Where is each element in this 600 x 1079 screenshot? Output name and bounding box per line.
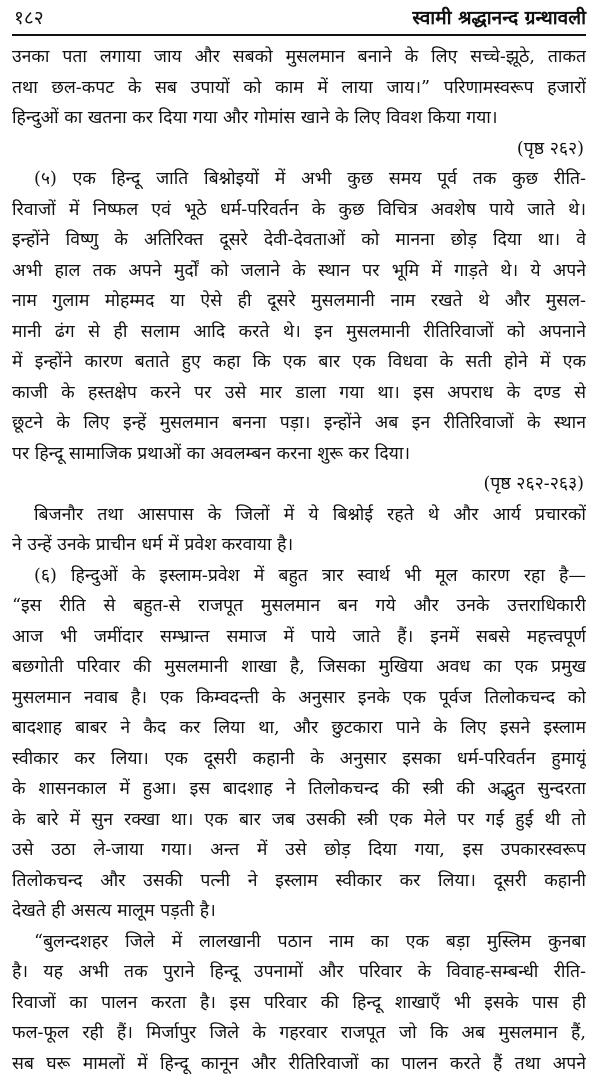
running-head-title: स्वामी श्रद्धानन्द ग्रन्थावली: [412, 6, 586, 30]
text-line: (६) हिन्दुओं के इस्लाम-प्रवेश में बहुत त्रार स्वार्थ भी मूल कारण रहा है—: [12, 561, 586, 592]
text-line: उनका पता लगाया जाय और सबको मुसलमान बनाने के लिए सच्चे-झूठे, ताकत: [12, 42, 586, 73]
text-line: पर हिन्दू सामाजिक प्रथाओं का अवलम्बन करना शुरू कर दिया।: [12, 439, 586, 470]
text-line: बिजनौर तथा आसपास के जिलों में ये बिश्नोई रहते थे और आर्य प्रचारकों: [12, 500, 586, 531]
text-line: “बुलन्दशहर जिले में लालखानी पठान नाम का एक बड़ा मुस्लिम कुनबा: [12, 927, 586, 958]
text-line: के बारे में सुन रक्खा था। एक बार जब उसकी स्त्री एक मेले पर गई हुई थी तो: [12, 805, 586, 836]
text-line: देखते ही असत्य मालूम पड़ती है।: [12, 896, 586, 927]
text-line: छूटने के लिए इन्हें मुसलमान बनना पड़ा। इन्होंने अब इन रीतिरिवाजों के स्थान: [12, 408, 586, 439]
text-line: हिन्दुओं का खतना कर दिया गया और गोमांस खाने के लिए विवश किया गया।: [12, 103, 586, 134]
text-line: है। यह अभी तक पुराने हिन्दू उपनामों और परिवार के विवाह-सम्बन्धी रीति-: [12, 957, 586, 988]
text-line: के शासनकाल में हुआ। इस बादशाह ने तिलोकचन्द की स्त्री की अद्भुत सुन्दरता: [12, 774, 586, 805]
text-line: काजी के हस्तक्षेप करने पर उसे मार डाला गया था। इस अपराध के दण्ड से: [12, 378, 586, 409]
text-line: अभी हाल तक अपने मुर्दों को जलाने के स्थान पर भूमि में गाड़ते थे। ये अपने: [12, 256, 586, 287]
text-line: उसे उठा ले-जाया गया। अन्त में उसे छोड़ दिया गया, इस उपकारस्वरूप: [12, 835, 586, 866]
text-line: रिवाजों में निष्फल एवं भूठे धर्म-परिवर्तन के कुछ विचित्र अवशेष पाये जाते थे।: [12, 195, 586, 226]
text-line: तथा छल-कपट के सब उपायों को काम में लाया जाय।” परिणामस्वरूप हजारों: [12, 73, 586, 104]
page-header: [12, 6, 586, 36]
text-line: बादशाह बाबर ने कैद कर लिया था, और छुटकारा पाने के लिए इसने इस्लाम: [12, 713, 586, 744]
text-line: मुसलमान नवाब है। एक किम्वदन्ती के अनुसार इनके एक पूर्वज तिलोकचन्द को: [12, 683, 586, 714]
text-line: बछगोती परिवार की मुसलमानी शाखा है, जिसका मुखिया अवध का एक प्रमुख: [12, 652, 586, 683]
text-line: सब घरू मामलों में हिन्दू कानून और रीतिरिवाजों का पालन करते हैं तथा अपने: [12, 1049, 586, 1079]
text-line: फल-फूल रही हैं। मिर्जापुर जिले के गहरवार राजपूत जो कि अब मुसलमान हैं,: [12, 1018, 586, 1049]
text-line: में इन्होंने कारण बताते हुए कहा कि एक बार एक विधवा के सती होने में एक: [12, 347, 586, 378]
text-line: मानी ढंग से ही सलाम आदि करते थे। इन मुसलमानी रीतिरिवाजों को अपनाने: [12, 317, 586, 348]
text-line: स्वीकार कर लिया। एक दूसरी कहानी के अनुसार इसका धर्म-परिवर्तन हुमायूं: [12, 744, 586, 775]
citation-line: (पृष्ठ २६२-२६३): [12, 469, 586, 500]
text-line: तिलोकचन्द और उसकी पत्नी ने इस्लाम स्वीकार कर लिया। दूसरी कहानी: [12, 866, 586, 897]
text-line: ने उन्हें उनके प्राचीन धर्म में प्रवेश करवाया है।: [12, 530, 586, 561]
text-line: इन्होंने विष्णु के अतिरिक्त दूसरे देवी-देवताओं को मानना छोड़ दिया था। वे: [12, 225, 586, 256]
text-line: (५) एक हिन्दू जाति बिश्नोइयों में अभी कुछ समय पूर्व तक कुछ रीति-: [12, 164, 586, 195]
text-line: नाम गुलाम मोहम्मद या ऐसे ही दूसरे मुसलमानी नाम रखते थे और मुसल-: [12, 286, 586, 317]
body-text: [12, 42, 586, 1079]
citation-line: (पृष्ठ २६२): [12, 134, 586, 165]
page-number: १८२: [14, 6, 44, 30]
text-line: रिवाजों का पालन करता है। इस परिवार की हिन्दू शाखाएँ भी इसके पास ही: [12, 988, 586, 1019]
text-line: आज भी जमींदार सम्भ्रान्त समाज में पाये जाते हैं। इनमें सबसे महत्त्वपूर्ण: [12, 622, 586, 653]
text-line: “इस रीति से बहुत-से राजपूत मुसलमान बन गये और उनके उत्तराधिकारी: [12, 591, 586, 622]
